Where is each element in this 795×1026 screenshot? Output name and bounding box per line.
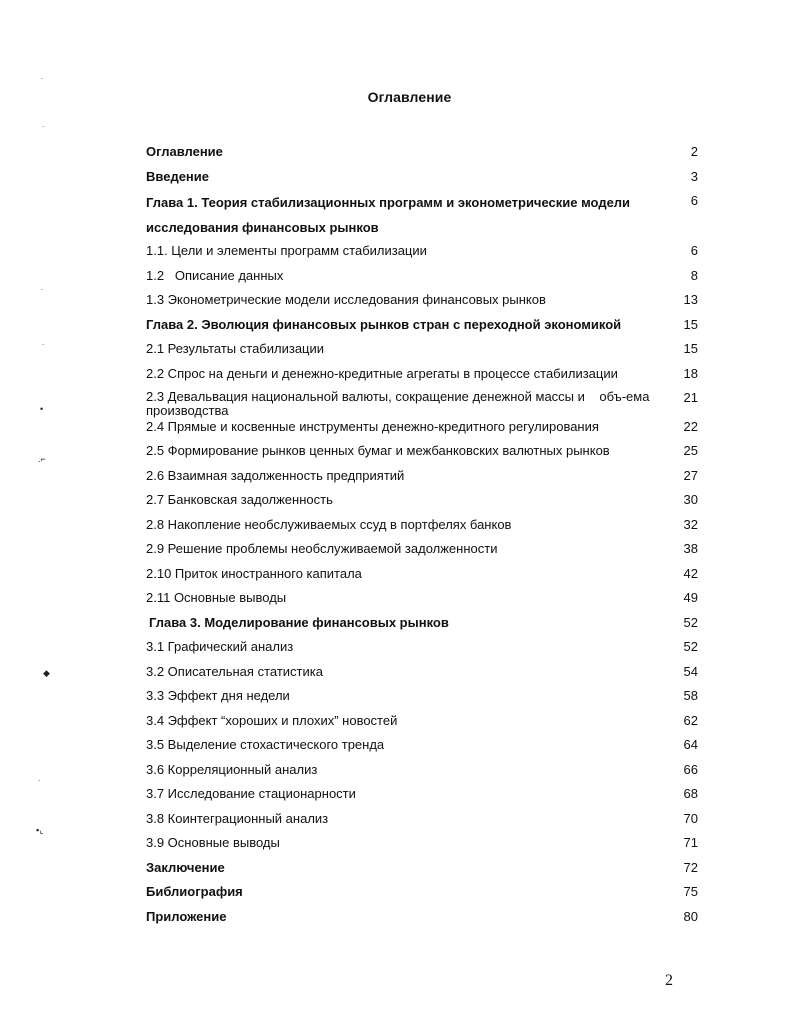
toc-entry[interactable] bbox=[146, 587, 698, 612]
toc-entry[interactable] bbox=[146, 759, 698, 784]
toc-entry[interactable] bbox=[146, 338, 698, 363]
toc-entry[interactable] bbox=[146, 514, 698, 539]
scan-speck: ˙ bbox=[41, 288, 44, 298]
toc-entry-page: 21 bbox=[683, 390, 698, 405]
toc-entry-page: 72 bbox=[683, 859, 698, 875]
toc-entry[interactable] bbox=[146, 465, 698, 490]
table-of-contents bbox=[146, 141, 698, 930]
toc-entry-label: Глава 1. Теория стабилизационных программ и эконометрические модели исследования финансовых рынков bbox=[146, 195, 631, 235]
toc-entry[interactable] bbox=[146, 538, 698, 563]
toc-entry[interactable] bbox=[146, 440, 698, 465]
toc-entry-page: 64 bbox=[683, 737, 698, 752]
toc-entry-page: 62 bbox=[683, 712, 698, 728]
toc-entry-page: 52 bbox=[683, 639, 698, 654]
toc-entry-page: 6 bbox=[690, 193, 698, 208]
toc-entry-page: 8 bbox=[690, 267, 698, 283]
toc-entry-page: 22 bbox=[683, 419, 698, 434]
toc-entry-label: 2.1 Результаты стабилизации bbox=[146, 341, 325, 356]
toc-entry-page: 2 bbox=[690, 144, 698, 159]
toc-entry-label: 3.1 Графический анализ bbox=[146, 639, 294, 654]
toc-entry-label: 3.4 Эффект “хороших и плохих” новостей bbox=[146, 712, 398, 728]
toc-entry-page: 6 bbox=[690, 243, 698, 258]
toc-entry-page: 54 bbox=[683, 663, 698, 679]
scan-speck: ˙ bbox=[38, 779, 41, 789]
toc-entry-label: 2.4 Прямые и косвенные инструменты денежно-кредитного регулирования bbox=[146, 419, 599, 434]
toc-entry-label: 3.8 Коинтеграционный анализ bbox=[146, 810, 329, 826]
toc-entry-page: 75 bbox=[683, 884, 698, 899]
toc-entry[interactable] bbox=[146, 710, 698, 735]
toc-entry[interactable] bbox=[146, 685, 698, 710]
scan-speck: ˙ bbox=[41, 77, 44, 87]
toc-entry-label: 2.11 Основные выводы bbox=[146, 590, 287, 605]
toc-entry-page: 70 bbox=[683, 810, 698, 826]
toc-entry[interactable] bbox=[146, 881, 698, 906]
toc-entry-page: 71 bbox=[683, 835, 698, 850]
toc-entry-label: 1.3 Эконометрические модели исследования финансовых рынков bbox=[146, 292, 546, 307]
toc-entry[interactable] bbox=[146, 387, 698, 416]
toc-entry[interactable] bbox=[146, 734, 698, 759]
toc-entry[interactable] bbox=[146, 636, 698, 661]
toc-entry[interactable] bbox=[146, 808, 698, 833]
toc-entry-label: 3.5 Выделение стохастического тренда bbox=[146, 737, 385, 752]
toc-entry-page: 80 bbox=[683, 908, 698, 924]
toc-entry-label: Заключение bbox=[146, 859, 225, 875]
toc-entry-page: 13 bbox=[683, 292, 698, 307]
page-title: Оглавление bbox=[367, 89, 452, 105]
toc-entry-page: 58 bbox=[683, 688, 698, 703]
toc-entry-page: 18 bbox=[683, 365, 698, 381]
toc-entry-page: 66 bbox=[683, 761, 698, 777]
toc-entry[interactable] bbox=[146, 141, 698, 166]
toc-entry-page: 32 bbox=[683, 516, 698, 532]
scan-speck: ▪⌞ bbox=[36, 825, 44, 835]
toc-entry[interactable] bbox=[146, 416, 698, 440]
toc-entry[interactable] bbox=[146, 612, 698, 637]
toc-entry-page: 42 bbox=[683, 565, 698, 581]
toc-entry-label: Глава 3. Моделирование финансовых рынков bbox=[149, 614, 449, 630]
toc-entry[interactable] bbox=[146, 265, 698, 290]
toc-entry[interactable] bbox=[146, 832, 698, 857]
toc-entry[interactable] bbox=[146, 661, 698, 686]
toc-entry-page: 27 bbox=[683, 467, 698, 483]
toc-entry-label: 1.2 Описание данных bbox=[146, 267, 284, 283]
toc-entry[interactable] bbox=[146, 489, 698, 514]
toc-entry[interactable] bbox=[146, 240, 698, 265]
toc-entry-page: 15 bbox=[683, 341, 698, 356]
toc-entry[interactable] bbox=[146, 563, 698, 588]
toc-entry-label: 3.2 Описательная статистика bbox=[146, 663, 323, 679]
toc-entry-label: 3.7 Исследование стационарности bbox=[146, 786, 356, 801]
toc-entry-page: 38 bbox=[683, 541, 698, 556]
toc-entry-label: 2.3 Девальвация национальной валюты, сокращение денежной массы и объ-ема производства bbox=[146, 389, 654, 418]
scan-speck: .⌐ bbox=[38, 454, 46, 464]
toc-entry-label: Библиография bbox=[146, 884, 243, 899]
toc-entry-page: 30 bbox=[683, 492, 698, 507]
toc-entry[interactable] bbox=[146, 783, 698, 808]
scan-speck: ˙ bbox=[42, 343, 45, 353]
toc-entry[interactable] bbox=[146, 857, 698, 882]
toc-entry-page: 3 bbox=[690, 168, 698, 184]
toc-entry-page: 25 bbox=[683, 443, 698, 458]
toc-entry-label: 2.5 Формирование рынков ценных бумаг и межбанковских валютных рынков bbox=[146, 443, 610, 458]
toc-entry-label: 2.2 Спрос на деньги и денежно-кредитные агрегаты в процессе стабилизации bbox=[146, 365, 618, 381]
toc-entry-page: 15 bbox=[683, 316, 698, 332]
toc-entry[interactable] bbox=[146, 166, 698, 191]
toc-entry-label: 2.9 Решение проблемы необслуживаемой задолженности bbox=[146, 541, 498, 556]
scan-speck: • bbox=[40, 404, 44, 414]
scan-speck: ˙ bbox=[42, 125, 45, 135]
toc-entry-label: Введение bbox=[146, 168, 209, 184]
toc-entry[interactable] bbox=[146, 363, 698, 388]
toc-entry-page: 52 bbox=[683, 614, 698, 630]
page-number: 2 bbox=[665, 972, 673, 989]
toc-entry-label: 2.7 Банковская задолженность bbox=[146, 492, 333, 507]
toc-entry-label: Оглавление bbox=[146, 144, 223, 159]
toc-entry-label: 3.6 Корреляционный анализ bbox=[146, 761, 318, 777]
toc-entry[interactable] bbox=[146, 289, 698, 314]
toc-entry-label: Глава 2. Эволюция финансовых рынков стран с переходной экономикой bbox=[146, 316, 622, 332]
toc-entry-page: 68 bbox=[683, 786, 698, 801]
toc-entry[interactable] bbox=[146, 190, 698, 240]
scan-speck: ◆ bbox=[43, 668, 50, 678]
toc-entry[interactable] bbox=[146, 314, 698, 339]
toc-entry-label: 3.9 Основные выводы bbox=[146, 835, 280, 850]
toc-entry-label: 1.1. Цели и элементы программ стабилизации bbox=[146, 243, 427, 258]
toc-entry-label: 3.3 Эффект дня недели bbox=[146, 688, 290, 703]
toc-entry-label: 2.8 Накопление необслуживаемых ссуд в портфелях банков bbox=[146, 516, 512, 532]
toc-entry-label: 2.10 Приток иностранного капитала bbox=[146, 565, 362, 581]
toc-entry[interactable] bbox=[146, 906, 698, 931]
toc-entry-page: 49 bbox=[683, 590, 698, 605]
toc-entry-label: 2.6 Взаимная задолженность предприятий bbox=[146, 467, 405, 483]
toc-entry-label: Приложение bbox=[146, 908, 227, 924]
